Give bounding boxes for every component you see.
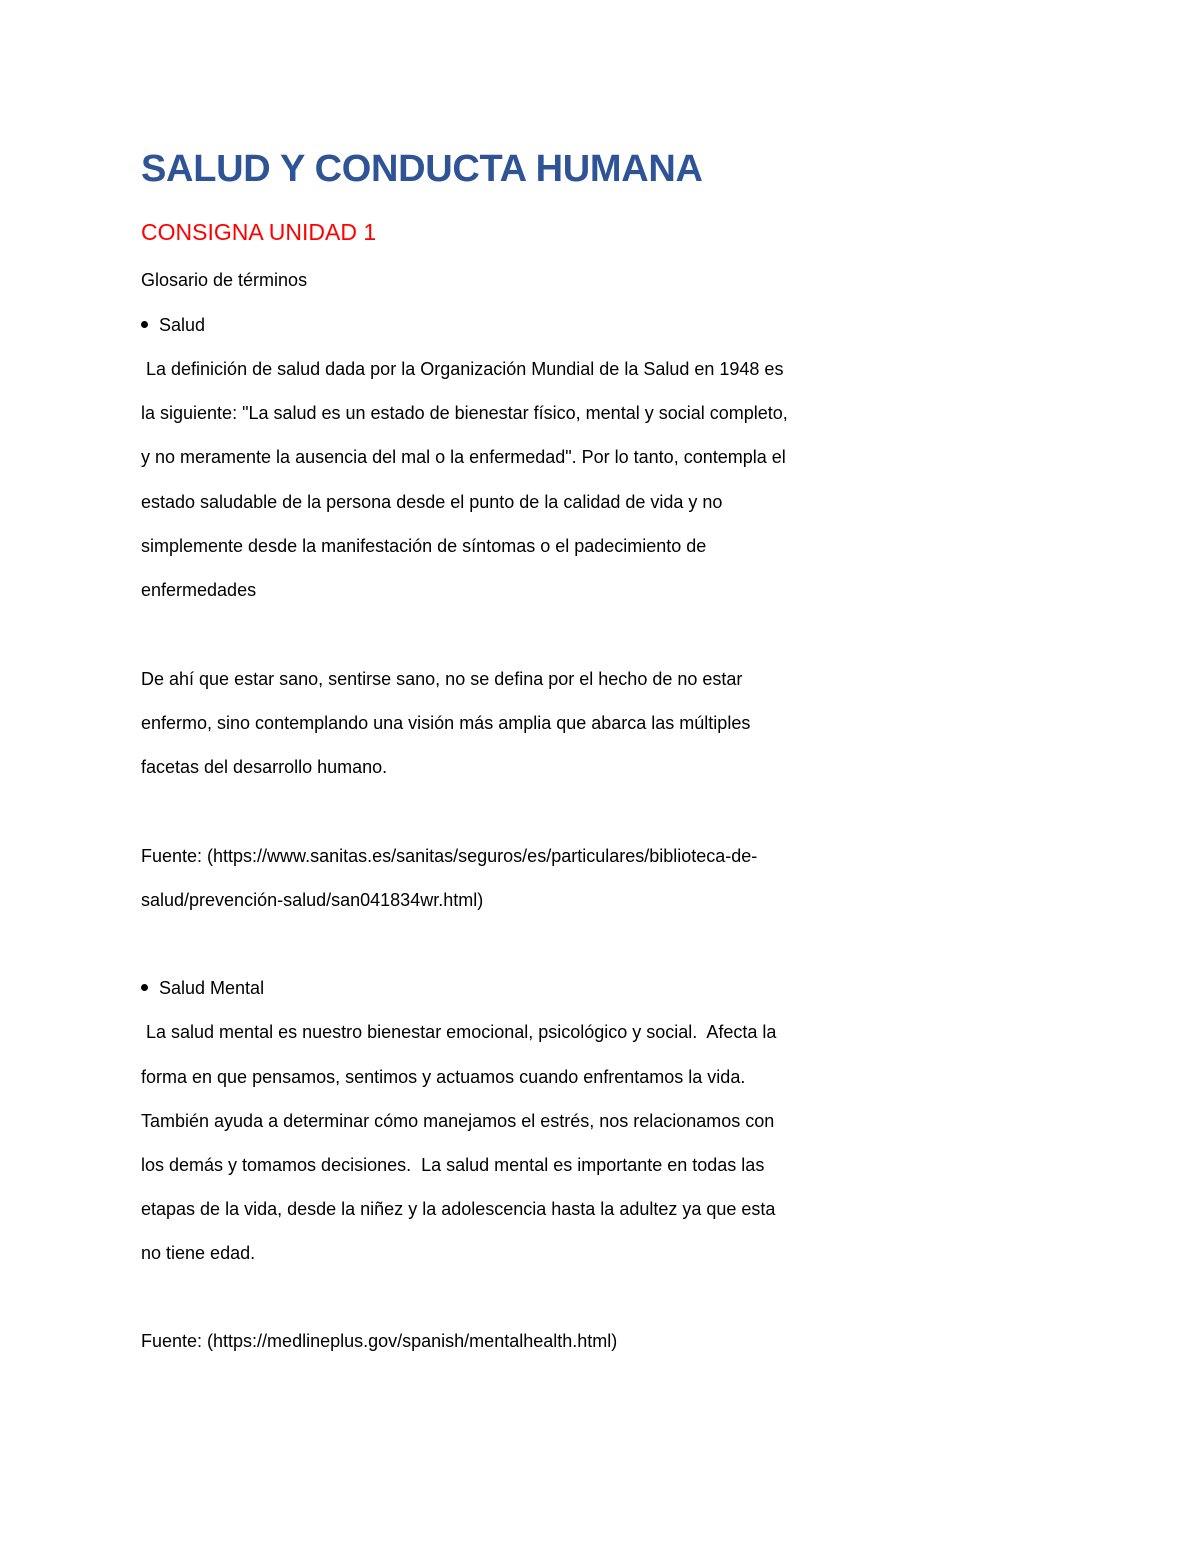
source-line: salud/prevención-salud/san041834wr.html) [141,890,484,910]
paragraph-line: los demás y tomamos decisiones. La salud mental es importante en todas las [141,1155,765,1175]
paragraph-line: enfermo, sino contemplando una visión más amplia que abarca las múltiples [141,713,751,733]
glossary-term-salud [141,312,205,338]
paragraph-line: La definición de salud dada por la Organización Mundial de la Salud en 1948 es [141,359,784,379]
paragraph-line: facetas del desarrollo humano. [141,757,388,777]
paragraph-line: enfermedades [141,580,257,600]
paragraph-line: También ayuda a determinar cómo manejamos el estrés, nos relacionamos con [141,1111,775,1131]
glossary-term-salud-mental [141,975,264,1001]
source-line: Fuente: (https://medlineplus.gov/spanish/mentalhealth.html) [141,1331,618,1351]
paragraph-line: simplemente desde la manifestación de síntomas o el padecimiento de [141,536,707,556]
source-line: Fuente: (https://www.sanitas.es/sanitas/seguros/es/particulares/biblioteca-de- [141,846,758,866]
paragraph-line: y no meramente la ausencia del mal o la enfermedad". Por lo tanto, contempla el [141,447,786,467]
paragraph-line: forma en que pensamos, sentimos y actuamos cuando enfrentamos la vida. [141,1067,746,1087]
paragraph-line: etapas de la vida, desde la niñez y la adolescencia hasta la adultez ya que esta [141,1199,776,1219]
bullet-icon [141,321,148,328]
paragraph-line: no tiene edad. [141,1243,256,1263]
paragraph-line: De ahí que estar sano, sentirse sano, no se defina por el hecho de no estar [141,669,743,689]
term-label: Salud Mental [159,978,265,998]
glossary-heading: Glosario de términos [141,270,308,290]
term-label: Salud [159,315,206,335]
bullet-icon [141,984,148,991]
paragraph-line: La salud mental es nuestro bienestar emocional, psicológico y social. Afecta la [141,1022,777,1042]
document-title: SALUD Y CONDUCTA HUMANA [141,148,703,190]
paragraph-line: estado saludable de la persona desde el punto de la calidad de vida y no [141,492,723,512]
paragraph-line: la siguiente: "La salud es un estado de bienestar físico, mental y social completo, [141,403,788,423]
document-subtitle: CONSIGNA UNIDAD 1 [141,219,377,245]
